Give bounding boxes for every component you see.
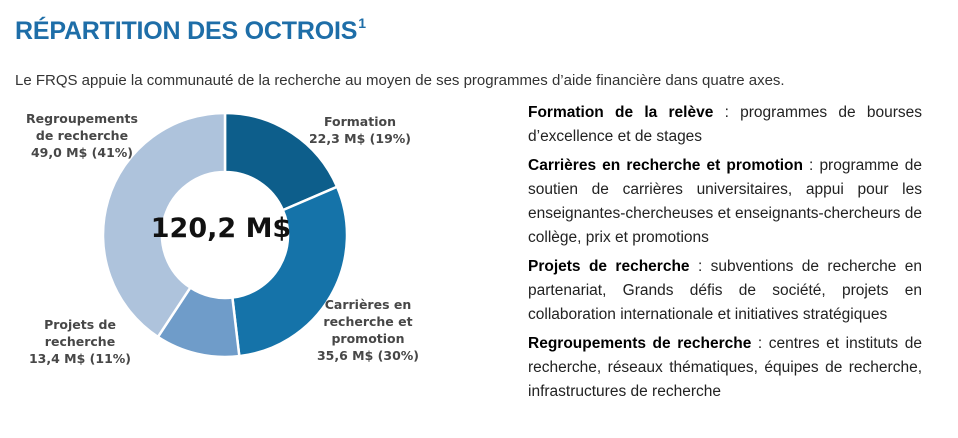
axis-separator: : (751, 335, 769, 352)
slice-label-line: Regroupements (26, 111, 138, 126)
axis-item-formation (528, 101, 922, 149)
slice-label-projets (29, 317, 131, 366)
axis-description: programmes de bourses d’excellence et de stages (528, 104, 923, 145)
axis-name: Carrières en recherche et promotion (528, 157, 803, 174)
page-title-text: RÉPARTITION DES OCTROIS (15, 17, 358, 45)
slice-label-line: Projets de (44, 317, 116, 332)
slice-label-line: promotion (331, 331, 405, 346)
axis-item-carrieres (528, 154, 922, 250)
slice-label-line: de recherche (35, 128, 129, 143)
axis-description: centres et instituts de recherche, réseaux thématiques, équipes de recherche, infrastructures de recherche (528, 335, 922, 400)
slice-label-line: recherche (44, 334, 116, 349)
center-total-label: 120,2 M$ (150, 213, 292, 244)
axis-name: Formation de la relève (528, 104, 714, 121)
axis-separator: : (689, 258, 711, 275)
slice-label-line: Formation (324, 114, 396, 129)
axis-separator: : (802, 157, 820, 174)
slice-label-carrieres (317, 297, 419, 363)
slice-label-line: 22,3 M$ (19%) (308, 131, 412, 146)
slice-label-formation (309, 114, 411, 146)
title-footnote-marker: 1 (358, 15, 366, 31)
axis-name: Projets de recherche (528, 258, 690, 275)
axis-separator: : (713, 104, 741, 121)
slice-label-regroupements (26, 111, 138, 160)
slice-label-line: Carrières en (324, 297, 412, 312)
intro-text: Le FRQS appuie la communauté de la recherche au moyen de ses programmes d’aide financière dans quatre axes. (15, 72, 785, 89)
axis-description: subventions de recherche en partenariat, Grands défis de société, projets en collaboration internationale et initiatives stratégiques (528, 258, 922, 323)
slice-label-line: 13,4 M$ (11%) (28, 351, 132, 366)
slice-label-line: 35,6 M$ (30%) (316, 348, 420, 363)
axis-item-regroupements (528, 332, 922, 404)
axis-name: Regroupements de recherche (528, 335, 752, 352)
axis-description: programme de soutien de carrières universitaires, appui pour les enseignantes-chercheuses et enseignants-chercheurs de collège, prix et promotions (528, 157, 923, 246)
slice-label-line: recherche et (323, 314, 413, 329)
slice-label-line: 49,0 M$ (41%) (30, 145, 134, 160)
axis-item-projets (528, 255, 922, 327)
axes-list (528, 101, 922, 409)
